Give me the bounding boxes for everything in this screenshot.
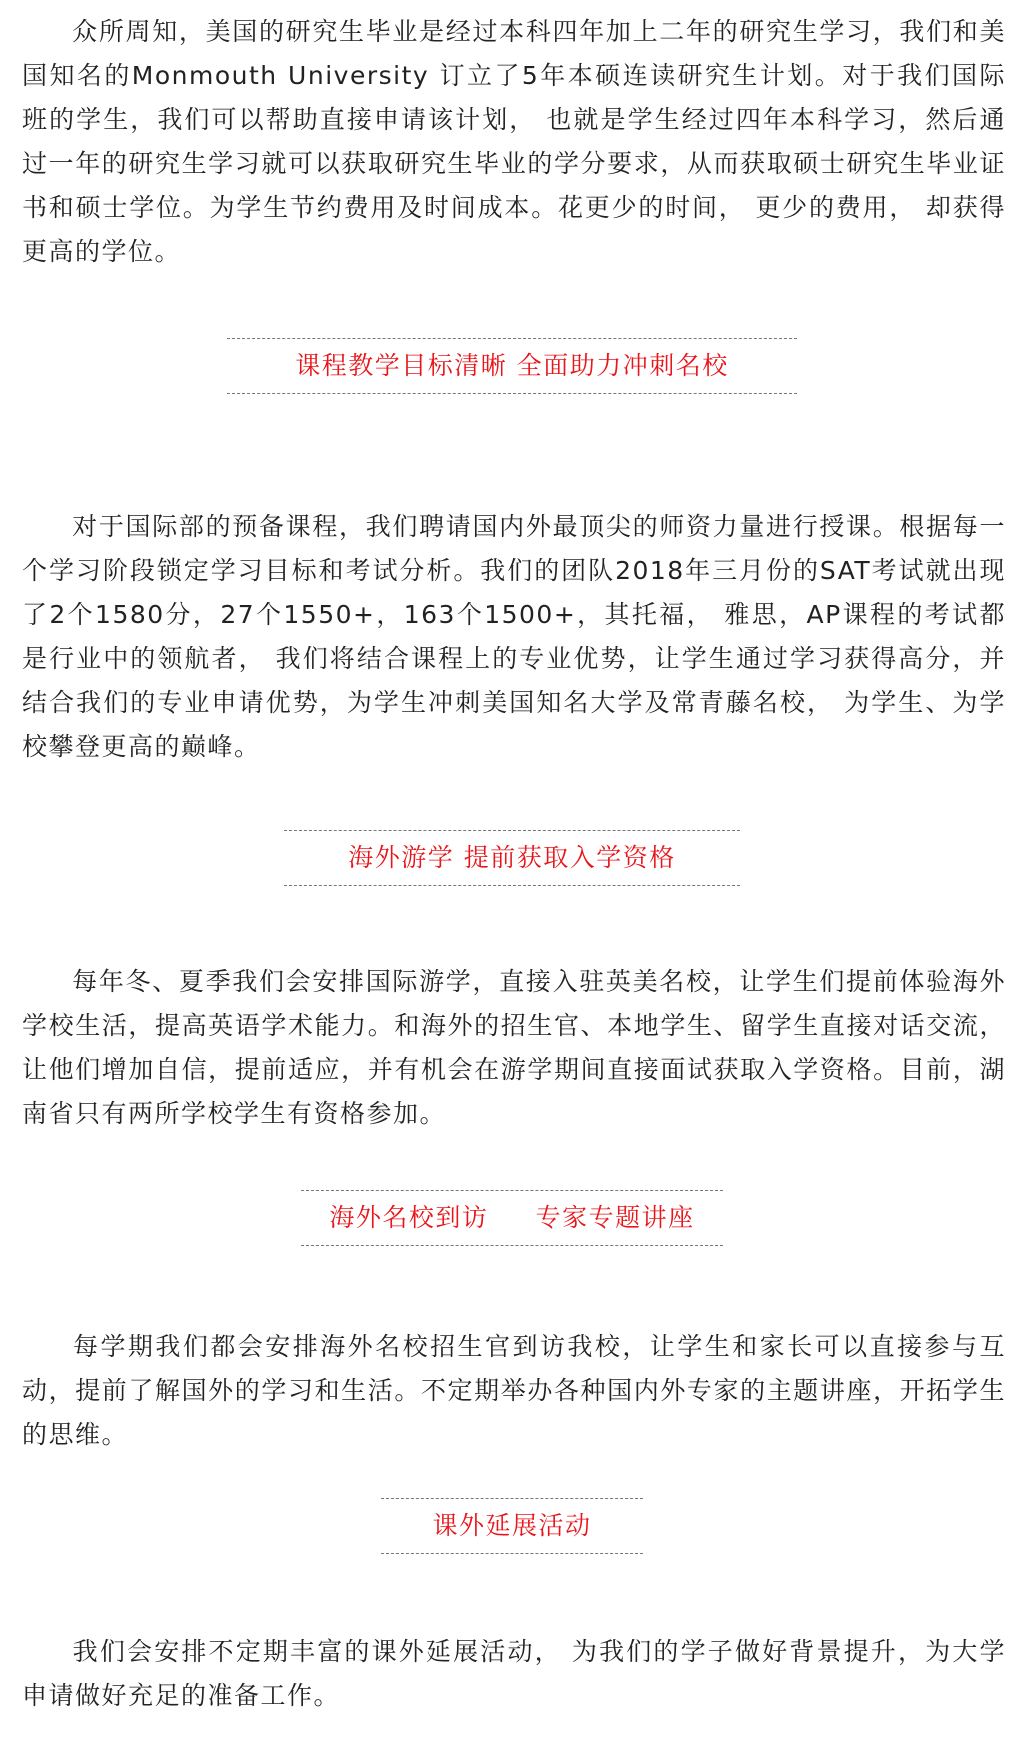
courses-paragraph [22, 505, 1006, 769]
dashed-divider-top [301, 1190, 723, 1191]
activities-paragraph [22, 1630, 1006, 1718]
section-heading-visits [0, 1190, 1024, 1246]
visits-paragraph-text: 每学期我们都会安排海外名校招生官到访我校，让学生和家长可以直接参与互动，提前了解国外的学习和生活。不定期举办各种国内外专家的主题讲座，开拓学生的思维。 [22, 1332, 1006, 1449]
dashed-divider-bottom [284, 885, 740, 886]
heading-courses-text: 课程教学目标清晰 全面助力冲刺名校 [295, 351, 729, 380]
dashed-divider-bottom [227, 393, 797, 394]
dashed-divider-bottom [381, 1553, 643, 1554]
heading-visits-text: 海外名校到访 专家专题讲座 [329, 1203, 695, 1232]
dashed-divider-top [381, 1498, 643, 1499]
dashed-divider-bottom [301, 1245, 723, 1246]
visits-paragraph [22, 1325, 1006, 1457]
dashed-divider-top [284, 830, 740, 831]
study-tour-paragraph [22, 960, 1006, 1136]
heading-activities-text: 课外延展活动 [432, 1511, 592, 1540]
intro-paragraph-text: 众所周知，美国的研究生毕业是经过本科四年加上二年的研究生学习，我们和美国知名的Monmouth University 订立了5年本硕连读研究生计划。对于我们国际班的学生，我们可以帮助直接申请该计划， 也就是学生经过四年本科学习，然后通过一年的研究生学习就可以获取研究生毕业的学分要求，从而获取硕士研究生毕业证书和硕士学位。为学生节约费用及时间成本。花更少的时间， 更少的费用， 却获得更高的学位。 [22, 17, 1006, 266]
section-heading-courses [0, 338, 1024, 394]
study-tour-paragraph-text: 每年冬、夏季我们会安排国际游学，直接入驻英美名校，让学生们提前体验海外学校生活，提高英语学术能力。和海外的招生官、本地学生、留学生直接对话交流， 让他们增加自信，提前适应，并有机会在游学期间直接面试获取入学资格。目前，湖南省只有两所学校学生有资格参加。 [22, 967, 1006, 1128]
activities-paragraph-text: 我们会安排不定期丰富的课外延展活动， 为我们的学子做好背景提升，为大学申请做好充足的准备工作。 [22, 1637, 1006, 1710]
section-heading-study-tour [0, 830, 1024, 886]
dashed-divider-top [227, 338, 797, 339]
section-heading-activities [0, 1498, 1024, 1554]
courses-paragraph-text: 对于国际部的预备课程，我们聘请国内外最顶尖的师资力量进行授课。根据每一个学习阶段锁定学习目标和考试分析。我们的团队2018年三月份的SAT考试就出现了2个1580分，27个1550+，163个1500+，其托福， 雅思，AP课程的考试都是行业中的领航者， 我们将结合课程上的专业优势，让学生通过学习获得高分，并结合我们的专业申请优势，为学生冲刺美国知名大学及常青藤名校， 为学生、为学校攀登更高的巅峰。 [22, 512, 1006, 761]
intro-paragraph [22, 10, 1006, 274]
heading-study-tour-text: 海外游学 提前获取入学资格 [348, 843, 676, 872]
